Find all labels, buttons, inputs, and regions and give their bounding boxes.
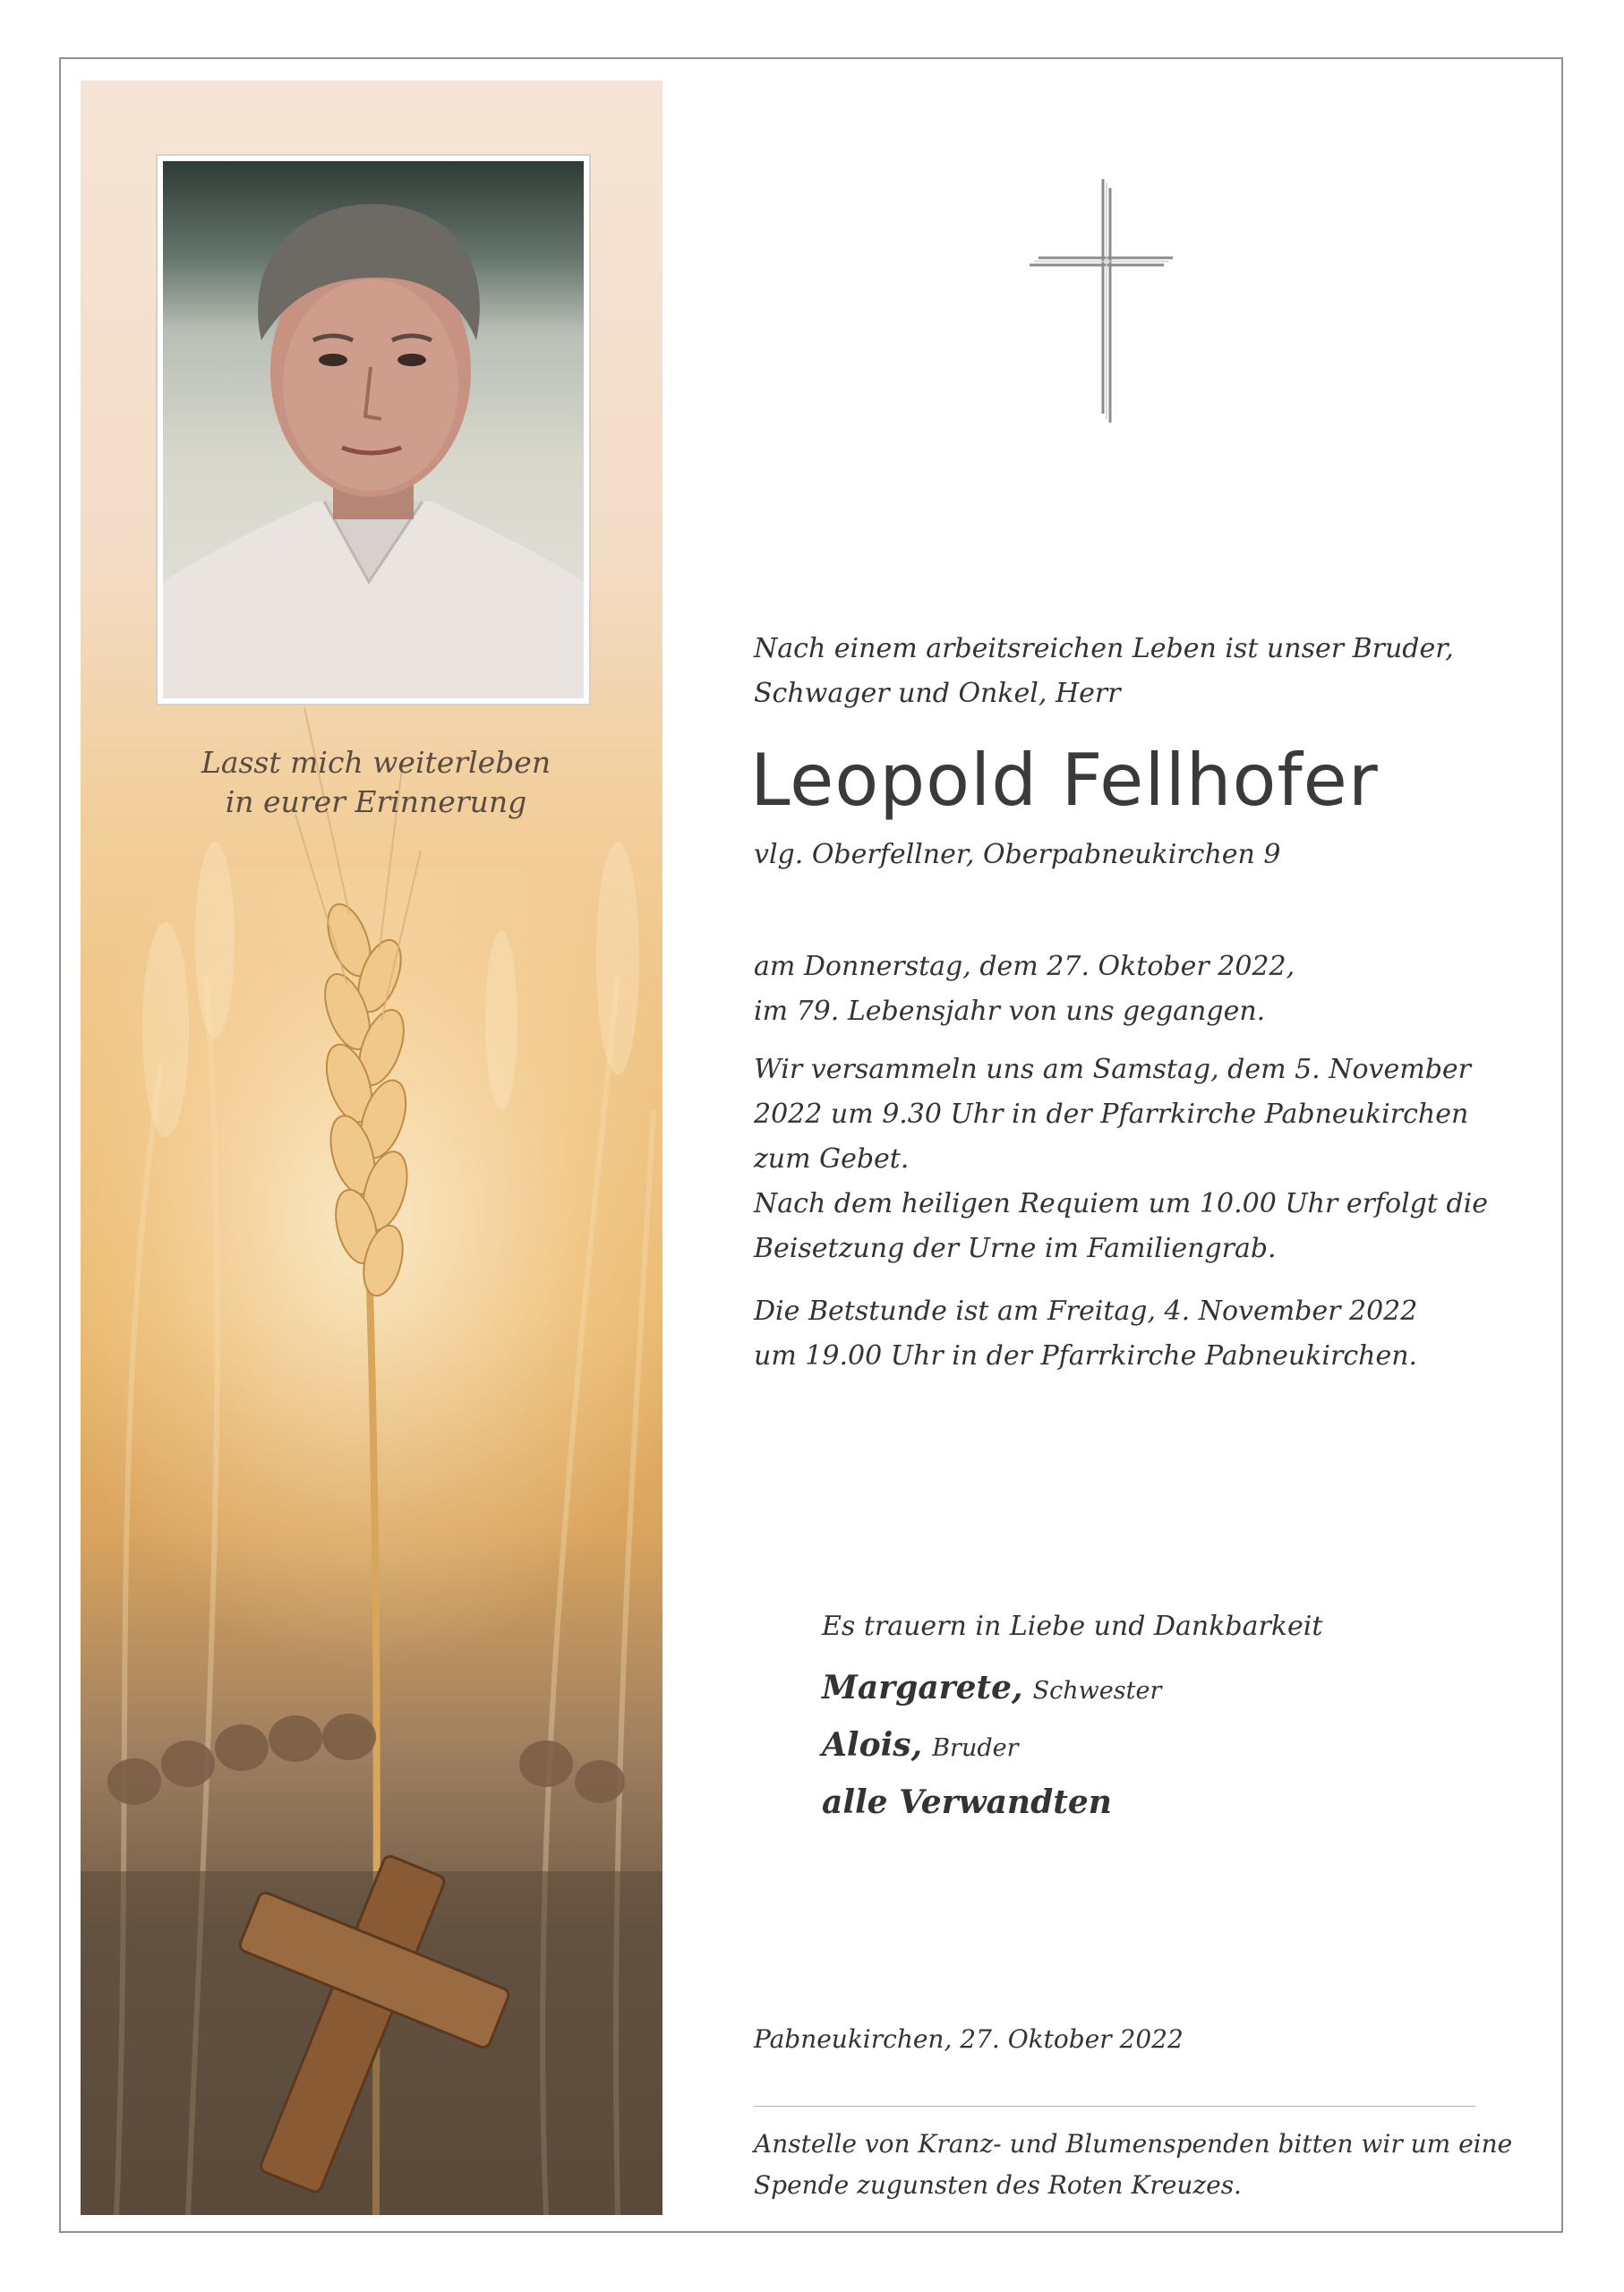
donation-line-1: Anstelle von Kranz- und Blumenspenden bitten wir um eine <box>754 2129 1513 2159</box>
service-line-2: 2022 um 9.30 Uhr in der Pfarrkirche Pabneukirchen <box>754 1099 1469 1130</box>
mourner-name: alle Verwandten <box>822 1783 1112 1821</box>
portrait-frame <box>156 154 591 706</box>
place-date: Pabneukirchen, 27. Oktober 2022 <box>754 2024 1184 2054</box>
death-notice-line-1: am Donnerstag, dem 27. Oktober 2022, <box>754 951 1295 982</box>
mourner-relation: Bruder <box>932 1734 1019 1762</box>
mourners-section <box>822 1604 1322 1821</box>
motto-line-2: in eurer Erinnerung <box>225 784 527 819</box>
cross-icon <box>1030 172 1182 423</box>
mourner-relation: Schwester <box>1032 1677 1162 1705</box>
mourner-name: Margarete, <box>822 1669 1023 1706</box>
motto <box>134 743 618 822</box>
deceased-name: Leopold Fellhofer <box>750 739 1379 822</box>
mourner-name: Alois, <box>822 1726 923 1764</box>
death-notice <box>754 945 1497 1034</box>
prayer-hour-line-2: um 19.00 Uhr in der Pfarrkirche Pabneukirchen. <box>754 1340 1418 1372</box>
mourner-row <box>822 1669 1322 1706</box>
portrait-photo <box>163 161 584 698</box>
service-notice <box>754 1048 1497 1271</box>
intro-line-2: Schwager und Onkel, Herr <box>754 678 1121 709</box>
deceased-subtitle: vlg. Oberfellner, Oberpabneukirchen 9 <box>754 839 1281 870</box>
prayer-hour-notice <box>754 1289 1497 1379</box>
mourner-row <box>822 1783 1322 1821</box>
intro-text <box>754 627 1488 716</box>
mourner-row <box>822 1726 1322 1764</box>
intro-line-1: Nach einem arbeitsreichen Leben ist unser Bruder, <box>754 633 1454 664</box>
prayer-hour-line-1: Die Betstunde ist am Freitag, 4. November 2022 <box>754 1296 1418 1327</box>
service-line-4: Nach dem heiligen Requiem um 10.00 Uhr erfolgt die <box>754 1188 1489 1219</box>
death-notice-line-2: im 79. Lebensjahr von uns gegangen. <box>754 996 1266 1027</box>
mourners-lead: Es trauern in Liebe und Dankbarkeit <box>822 1611 1323 1642</box>
service-line-3: zum Gebet. <box>754 1143 910 1175</box>
service-line-1: Wir versammeln uns am Samstag, dem 5. November <box>754 1054 1472 1085</box>
donation-note <box>754 2124 1513 2206</box>
divider <box>754 2106 1475 2107</box>
service-line-5: Beisetzung der Urne im Familiengrab. <box>754 1233 1277 1264</box>
motto-line-1: Lasst mich weiterleben <box>201 745 551 780</box>
decorative-side-panel <box>81 81 662 2215</box>
donation-line-2: Spende zugunsten des Roten Kreuzes. <box>754 2170 1242 2200</box>
